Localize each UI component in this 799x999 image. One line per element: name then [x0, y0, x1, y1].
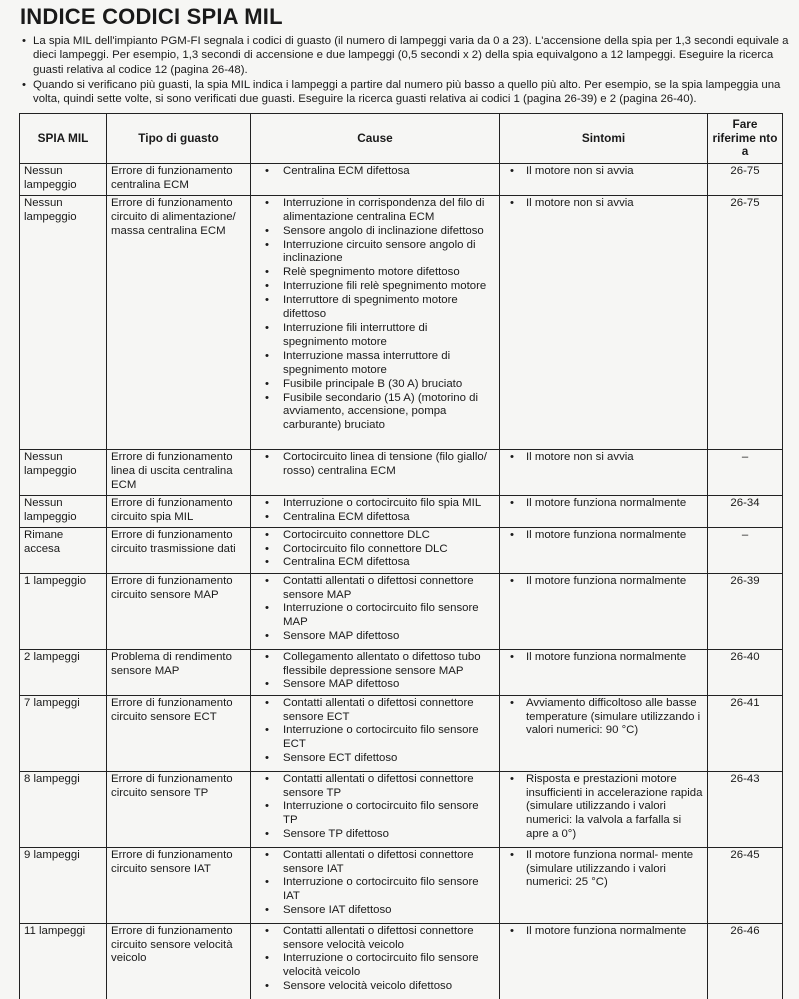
symptom-item: • Il motore funziona normalmente [504, 497, 703, 511]
cause-item: • Interruzione o cortocircuito filo sensore ECT [255, 724, 495, 752]
cell-riferimento: 26-41 [708, 695, 783, 771]
symptom-list [504, 925, 703, 939]
cause-list [255, 849, 495, 919]
cause-item: • Contatti allentati o difettosi connettore sensore MAP [255, 575, 495, 603]
cell-spia-mil: Nessun lampeggio [20, 164, 107, 196]
symptom-list [504, 697, 703, 739]
symptom-list [504, 773, 703, 843]
cause-item: • Collegamento allentato o difettoso tubo flessibile depressione sensore MAP [255, 651, 495, 679]
symptom-list [504, 497, 703, 511]
cause-item: • Interruzione o cortocircuito filo sensore velocità veicolo [255, 952, 495, 980]
cell-tipo-guasto: Errore di funzionamento linea di uscita centralina ECM [107, 449, 251, 495]
cell-spia-mil: 7 lampeggi [20, 695, 107, 771]
cell-sintomi [500, 771, 708, 847]
cause-item: • Centralina ECM difettosa [255, 511, 495, 525]
symptom-item: • Avviamento difficoltoso alle basse temperature (simulare utilizzando i valori numerici: 90 °C) [504, 697, 703, 739]
cell-riferimento: – [708, 527, 783, 573]
cell-tipo-guasto: Errore di funzionamento circuito spia MIL [107, 495, 251, 527]
cell-spia-mil: 8 lampeggi [20, 771, 107, 847]
cause-item: • Sensore angolo di inclinazione difettoso [255, 225, 495, 239]
cell-spia-mil: 11 lampeggi [20, 923, 107, 999]
cell-sintomi [500, 573, 708, 649]
cause-list [255, 497, 495, 525]
mil-codes-table [19, 113, 783, 999]
cell-cause [251, 573, 500, 649]
table-row [20, 771, 783, 847]
symptom-item: • Il motore funziona normalmente [504, 575, 703, 589]
cause-item: • Interruttore di spegnimento motore difettoso [255, 294, 495, 322]
cell-cause [251, 195, 500, 449]
cause-list [255, 165, 495, 179]
header-riferimento: Fare riferime nto a [708, 114, 783, 164]
header-spia-mil: SPIA MIL [20, 114, 107, 164]
cell-riferimento: 26-40 [708, 649, 783, 695]
table-row [20, 164, 783, 196]
cause-list [255, 529, 495, 571]
cause-item: • Sensore IAT difettoso [255, 904, 495, 918]
cause-item: • Cortocircuito filo connettore DLC [255, 543, 495, 557]
cell-sintomi [500, 695, 708, 771]
symptom-list [504, 575, 703, 589]
table-row [20, 923, 783, 999]
cell-tipo-guasto: Errore di funzionamento circuito trasmissione dati [107, 527, 251, 573]
cell-riferimento: 26-45 [708, 847, 783, 923]
table-row [20, 695, 783, 771]
table-row [20, 527, 783, 573]
cell-tipo-guasto: Errore di funzionamento circuito sensore velocità veicolo [107, 923, 251, 999]
cause-item: • Interruzione fili relè spegnimento motore [255, 280, 495, 294]
cause-item: • Contatti allentati o difettosi connettore sensore ECT [255, 697, 495, 725]
cause-list [255, 575, 495, 645]
page-title: INDICE CODICI SPIA MIL [20, 4, 283, 29]
cell-sintomi [500, 527, 708, 573]
cell-riferimento: 26-75 [708, 164, 783, 196]
cause-item: • Interruzione o cortocircuito filo sensore MAP [255, 602, 495, 630]
intro-list [20, 34, 790, 107]
table-row [20, 449, 783, 495]
cell-riferimento: 26-34 [708, 495, 783, 527]
cause-item: • Centralina ECM difettosa [255, 556, 495, 570]
cell-sintomi [500, 649, 708, 695]
cell-tipo-guasto: Errore di funzionamento centralina ECM [107, 164, 251, 196]
symptom-list [504, 197, 703, 211]
symptom-list [504, 451, 703, 465]
cell-cause [251, 164, 500, 196]
cell-riferimento: 26-46 [708, 923, 783, 999]
cause-item: • Contatti allentati o difettosi connettore sensore IAT [255, 849, 495, 877]
cell-riferimento: 26-39 [708, 573, 783, 649]
intro-paragraph: • Quando si verificano più guasti, la spia MIL indica i lampeggi a partire dal numero più basso a quello più alto. Per esempio, se la spia lampeggia una volta, quindi sette volte, si sono verificati due guasti. Eseguire la ricerca guasti relativa ai codici 1 (pagina 26-39) e 2 (pagina 26-40). [20, 78, 790, 107]
header-sintomi: Sintomi [500, 114, 708, 164]
cause-item: • Cortocircuito linea di tensione (filo giallo/ rosso) centralina ECM [255, 451, 495, 479]
cell-cause [251, 695, 500, 771]
cause-item: • Sensore TP difettoso [255, 828, 495, 842]
cause-item: • Fusibile principale B (30 A) bruciato [255, 378, 495, 392]
symptom-item: • Il motore non si avvia [504, 165, 703, 179]
cell-riferimento: 26-75 [708, 195, 783, 449]
symptom-item: • Il motore non si avvia [504, 197, 703, 211]
table-header-row [20, 114, 783, 164]
cell-sintomi [500, 195, 708, 449]
cell-cause [251, 527, 500, 573]
cell-cause [251, 495, 500, 527]
cause-item: • Interruzione in corrispondenza del filo di alimentazione centralina ECM [255, 197, 495, 225]
cell-cause [251, 449, 500, 495]
cause-list [255, 697, 495, 767]
cell-tipo-guasto: Errore di funzionamento circuito sensore TP [107, 771, 251, 847]
cell-tipo-guasto: Problema di rendimento sensore MAP [107, 649, 251, 695]
cell-riferimento: – [708, 449, 783, 495]
cause-item: • Interruzione o cortocircuito filo sensore TP [255, 800, 495, 828]
cause-item: • Interruzione o cortocircuito filo spia MIL [255, 497, 495, 511]
cause-item: • Sensore velocità veicolo difettoso [255, 980, 495, 994]
header-tipo-guasto: Tipo di guasto [107, 114, 251, 164]
cell-sintomi [500, 164, 708, 196]
intro-paragraph: • La spia MIL dell'impianto PGM-FI segnala i codici di guasto (il numero di lampeggi varia da 0 a 23). L'accensione della spia per 1,3 secondi equivale a dieci lampeggi. Per esempio, 1,3 secondi di accensione e due lampeggi (0,5 secondi x 2) della spia equivalgono a 12 lampeggi. Eseguire la ricerca guasti relativa al codice 12 (pagina 26-48). [20, 34, 790, 77]
symptom-list [504, 651, 703, 665]
cell-sintomi [500, 495, 708, 527]
cell-cause [251, 649, 500, 695]
cell-tipo-guasto: Errore di funzionamento circuito di alimentazione/ massa centralina ECM [107, 195, 251, 449]
symptom-item: • Il motore funziona normalmente [504, 925, 703, 939]
symptom-list [504, 529, 703, 543]
cause-item: • Interruzione circuito sensore angolo di inclinazione [255, 239, 495, 267]
cause-item: • Contatti allentati o difettosi connettore sensore TP [255, 773, 495, 801]
cause-item: • Relè spegnimento motore difettoso [255, 266, 495, 280]
cause-item: • Contatti allentati o difettosi connettore sensore velocità veicolo [255, 925, 495, 953]
cause-list [255, 773, 495, 843]
cell-spia-mil: 1 lampeggio [20, 573, 107, 649]
cause-item: • Sensore MAP difettoso [255, 678, 495, 692]
cell-spia-mil: 2 lampeggi [20, 649, 107, 695]
cause-item: • Sensore MAP difettoso [255, 630, 495, 644]
symptom-item: • Risposta e prestazioni motore insufficienti in accelerazione rapida (simulare utilizzando i valori numerici: la valvola a farfalla si apre a 0°) [504, 773, 703, 843]
cause-list [255, 197, 495, 433]
cause-item: • Interruzione o cortocircuito filo sensore IAT [255, 876, 495, 904]
cell-tipo-guasto: Errore di funzionamento circuito sensore ECT [107, 695, 251, 771]
cell-sintomi [500, 847, 708, 923]
symptom-item: • Il motore funziona normalmente [504, 529, 703, 543]
cell-cause [251, 847, 500, 923]
cell-spia-mil: Nessun lampeggio [20, 495, 107, 527]
cell-riferimento: 26-43 [708, 771, 783, 847]
table-row [20, 847, 783, 923]
symptom-list [504, 849, 703, 891]
cell-sintomi [500, 923, 708, 999]
symptom-item: • Il motore non si avvia [504, 451, 703, 465]
cell-spia-mil: Nessun lampeggio [20, 449, 107, 495]
cause-item: • Cortocircuito connettore DLC [255, 529, 495, 543]
table-row [20, 649, 783, 695]
symptom-list [504, 165, 703, 179]
symptom-item: • Il motore funziona normal- mente (simulare utilizzando i valori numerici: 25 °C) [504, 849, 703, 891]
cell-spia-mil: Rimane accesa [20, 527, 107, 573]
cause-item: • Sensore ECT difettoso [255, 752, 495, 766]
cell-cause [251, 923, 500, 999]
cause-list [255, 451, 495, 479]
cause-item: • Interruzione massa interruttore di spegnimento motore [255, 350, 495, 378]
table-row [20, 195, 783, 449]
cause-item: • Fusibile secondario (15 A) (motorino di avviamento, accensione, pompa carburante) bruciato [255, 392, 495, 434]
cell-tipo-guasto: Errore di funzionamento circuito sensore MAP [107, 573, 251, 649]
symptom-item: • Il motore funziona normalmente [504, 651, 703, 665]
cause-item: • Interruzione fili interruttore di spegnimento motore [255, 322, 495, 350]
cause-list [255, 925, 495, 995]
table-row [20, 495, 783, 527]
cause-list [255, 651, 495, 693]
table-row [20, 573, 783, 649]
cell-cause [251, 771, 500, 847]
cell-spia-mil: Nessun lampeggio [20, 195, 107, 449]
header-cause: Cause [251, 114, 500, 164]
table-body [20, 164, 783, 999]
cell-sintomi [500, 449, 708, 495]
cell-spia-mil: 9 lampeggi [20, 847, 107, 923]
cell-tipo-guasto: Errore di funzionamento circuito sensore IAT [107, 847, 251, 923]
cause-item: • Centralina ECM difettosa [255, 165, 495, 179]
